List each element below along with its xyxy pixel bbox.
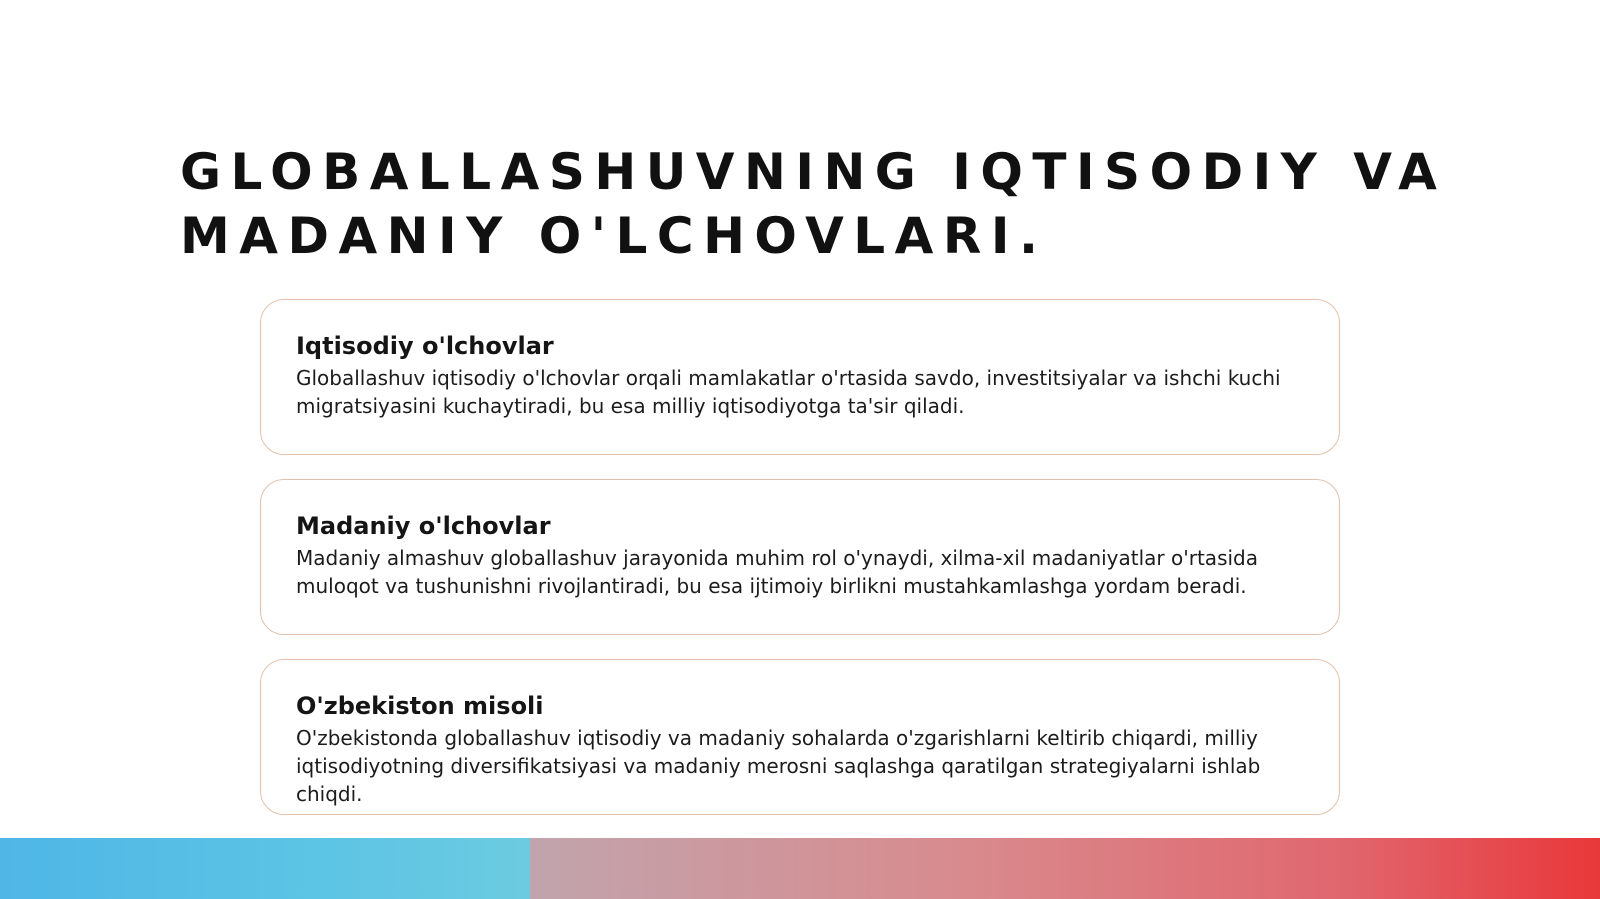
card-uzbekistan — [260, 659, 1340, 815]
card-text: Madaniy almashuv globallashuv jarayonida muhim rol o'ynaydi, xilma-xil madaniyatlar o'rtasida muloqot va tushunishni rivojlantiradi, bu esa ijtimoiy birlikni mustahkamlashga yordam beradi. — [296, 546, 1258, 598]
slide-title: GLOBALLASHUVNING IQTISODIY VA MADANIY O'LCHOVLARI. — [180, 143, 1447, 265]
card-heading: O'zbekiston misoli — [296, 692, 544, 720]
card-cultural — [260, 479, 1340, 635]
card-text: O'zbekistonda globallashuv iqtisodiy va madaniy sohalarda o'zgarishlarni keltirib chiqardi, milliy iqtisodiyotning diversifikatsiyasi va madaniy merosni saqlashga qaratilgan strategiyalarni ishlab chiqdi. — [296, 726, 1261, 806]
bottom-bar-red-segment — [530, 838, 1600, 899]
bottom-decorative-bar — [0, 838, 1600, 899]
cards-container — [260, 299, 1340, 839]
bottom-bar-blue-segment — [0, 838, 530, 899]
card-economic — [260, 299, 1340, 455]
card-text: Globallashuv iqtisodiy o'lchovlar orqali mamlakatlar o'rtasida savdo, investitsiyalar va ishchi kuchi migratsiyasini kuchaytiradi, bu esa milliy iqtisodiyotga ta'sir qiladi. — [296, 366, 1281, 418]
card-heading: Madaniy o'lchovlar — [296, 512, 551, 540]
card-heading: Iqtisodiy o'lchovlar — [296, 332, 554, 360]
